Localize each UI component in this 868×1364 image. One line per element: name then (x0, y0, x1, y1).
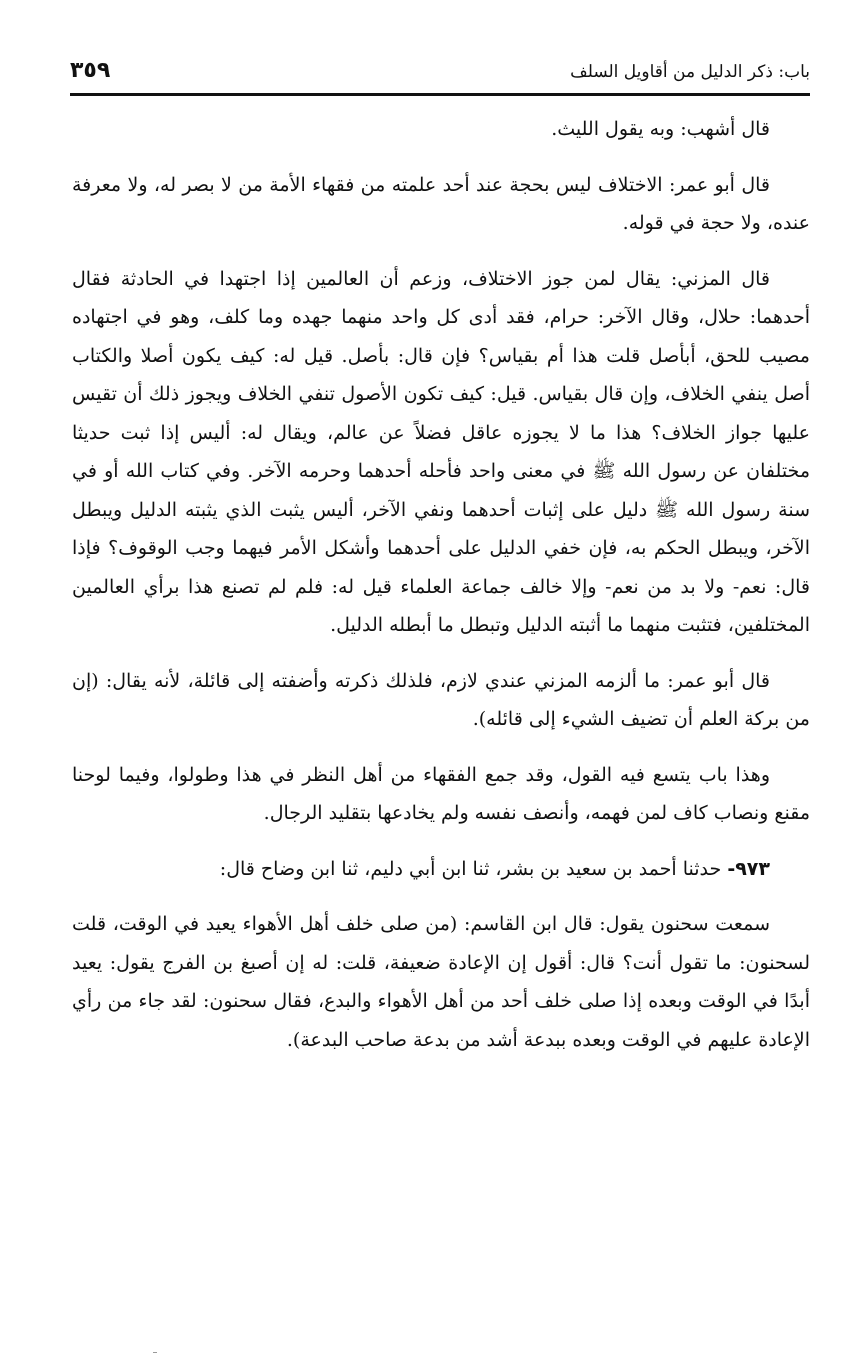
hadith-chain: حدثنا أحمد بن سعيد بن بشر، ثنا ابن أبي دليم، ثنا ابن وضاح قال: (219, 857, 722, 880)
page-number: ٣٥٩ (70, 58, 111, 83)
paragraph: وهذا باب يتسع فيه القول، وقد جمع الفقهاء من أهل النظر في هذا وطولوا، وفيما لوحنا مقنع ونصاب كاف لمن فهمه، وأنصف نفسه ولم يخادعها بتقليد الرجال. (72, 763, 810, 824)
main-text (72, 110, 810, 1076)
hadith-paragraph (72, 850, 810, 889)
header-divider (70, 93, 810, 96)
paragraph: قال أشهب: وبه يقول الليث. (551, 118, 770, 140)
paragraph: قال أبو عمر: ما ألزمه المزني عندي لازم، فلذلك ذكرته وأضفته إلى قائلة، لأنه يقال: (إن من بركة العلم أن تضيف الشيء إلى قائله). (72, 669, 810, 730)
chapter-title: باب: ذكر الدليل من أقاويل السلف (570, 62, 810, 82)
running-header (70, 56, 810, 92)
paragraph: قال المزني: يقال لمن جوز الاختلاف، وزعم أن العالمين إذا اجتهدا في الحادثة فقال أحدهما: حلال، وقال الآخر: حرام، فقد أدى كل واحد منهما جهده وما كلف، وهو في اجتهاده مصيب للحق، أبأصل قلت هذا أم بقياس؟ فإن قال: بأصل. قيل له: كيف يكون أصلا والكتاب أصل ينفي الخلاف، وإن قال بقياس. قيل: كيف تكون الأصول تنفي الخلاف ويجوز ذلك أن تقيس عليها جواز الخلاف؟ هذا ما لا يجوزه عاقل فضلاً عن عالم، ويقال له: أليس إذا ثبت حديثا مختلفان عن رسول الله ﷺ في معنى واحد فأحله أحدهما وحرمه الآخر. وفي كتاب الله أو في سنة رسول الله ﷺ دليل على إثبات أحدهما ونفي الآخر، أليس يثبت الذي يثبته الدليل ويبطل الآخر، ويبطل الحكم به، فإن خفي الدليل على أحدهما وأشكل الأمر فيهما وجب الوقوف؟ فإذا قال: نعم- ولا بد من نعم- وإلا خالف جماعة العلماء قيل له: فلم لم تصنع هذا برأي العالمين المختلفين، فتثبت منهما ما أثبته الدليل وتبطل ما أبطله الدليل. (72, 267, 810, 636)
scan-speck (153, 1352, 157, 1353)
hadith-number: ٩٧٣- (727, 857, 770, 880)
paragraph: سمعت سحنون يقول: قال ابن القاسم: (من صلى خلف أهل الأهواء يعيد في الوقت، قلت لسحنون: ما تقول أنت؟ قال: أقول إن الإعادة ضعيفة، قلت: له إن أصبغ بن الفرج يقول: يعيد أبدًا في الوقت وبعده إذا صلى خلف أحد من أهل الأهواء والبدع، فقال سحنون: لقد جاء من رأي الإعادة عليهم في الوقت وبعده ببدعة أشد من بدعة صاحب البدعة). (72, 913, 810, 1051)
paragraph: قال أبو عمر: الاختلاف ليس بحجة عند أحد علمته من فقهاء الأمة من لا بصر له، ولا معرفة عنده، ولا حجة في قوله. (72, 173, 810, 234)
